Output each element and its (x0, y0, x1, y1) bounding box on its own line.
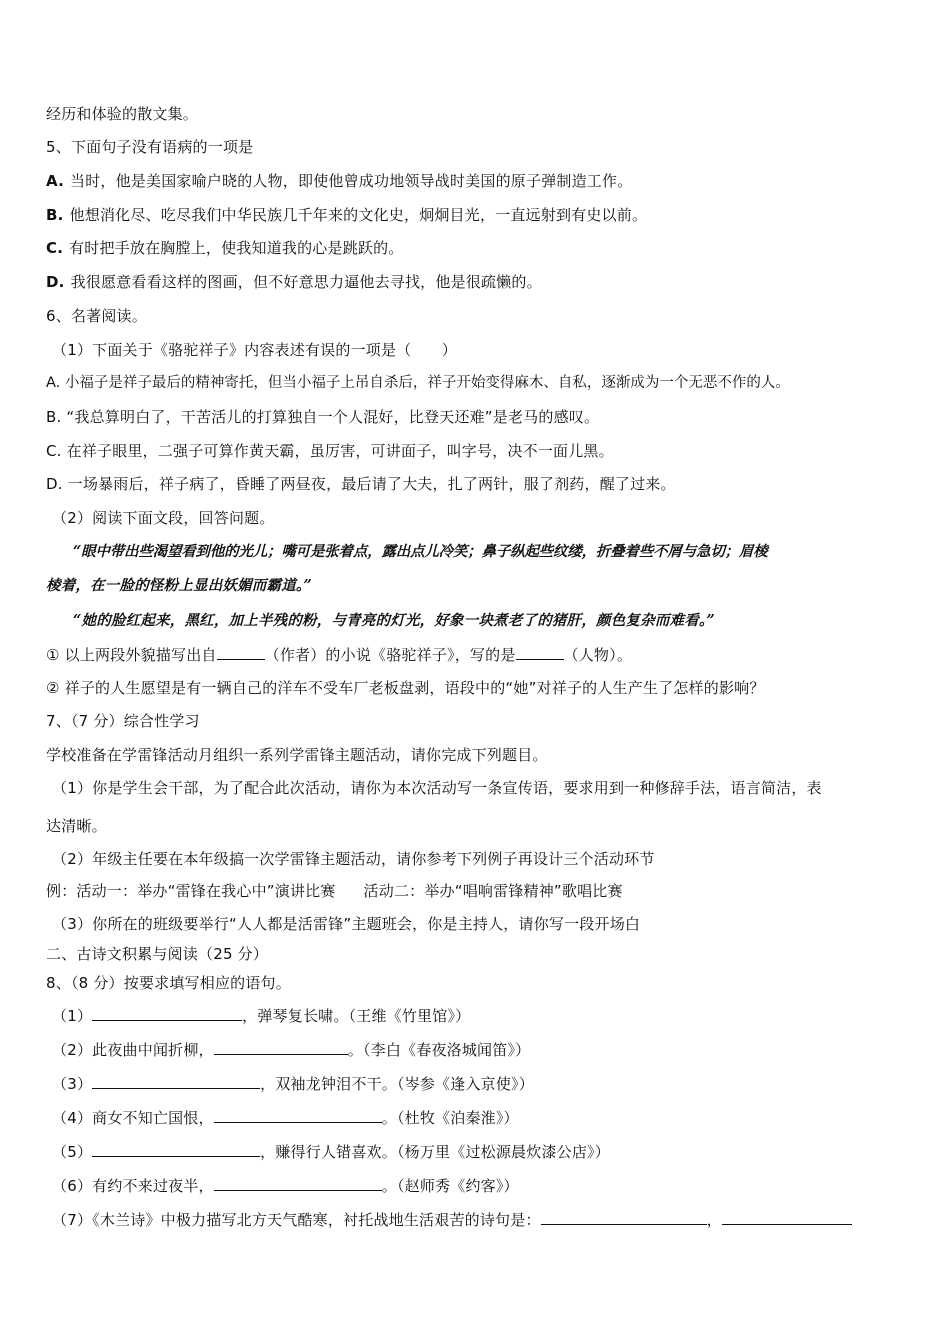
question-7-1-line-2: 达清晰。 (46, 817, 107, 835)
quote-2: “她的脸红起来，黑红，加上半残的粉，与青亮的灯光，好象一块煮老了的猪肝，颜色复杂而难看。” (73, 612, 715, 629)
option-letter: D. (46, 273, 65, 291)
option-text: 他想消化尽、吃尽我们中华民族几千年来的文化史，炯炯目光，一直远射到有史以前。 (69, 206, 648, 224)
answer-blank[interactable] (92, 1142, 260, 1157)
text-span: ， (706, 1211, 722, 1229)
question-6-2: （2）阅读下面文段，回答问题。 (52, 509, 275, 527)
option-text: 当时，他是美国家喻户晓的人物，即使他曾成功地领导战时美国的原子弹制造工作。 (70, 172, 633, 190)
question-7-1-line-1: （1）你是学生会干部，为了配合此次活动，请你为本次活动写一条宣传语，要求用到一种修辞手法，语言简洁，表 (52, 779, 822, 797)
text-span: 。（赵师秀《约客》） (381, 1177, 519, 1195)
question-8-5 (52, 1142, 920, 1162)
question-6-sub-1 (46, 645, 920, 665)
question-6-1: （1）下面关于《骆驼祥子》内容表述有误的一项是（ ） (52, 341, 457, 359)
text-span: ，弹琴复长啸。（王维《竹里馆》） (242, 1007, 471, 1025)
answer-blank[interactable] (541, 1210, 707, 1225)
text-line: 经历和体验的散文集。 (46, 105, 199, 123)
text-span: （2）此夜曲中闻折柳， (52, 1041, 214, 1059)
question-6-sub-2: ② 祥子的人生愿望是有一辆自己的洋车不受车厂老板盘剥，语段中的“她”对祥子的人生产生了怎样的影响？ (46, 679, 765, 697)
example-activity-1: 例：活动一：举办“雷锋在我心中”演讲比赛 (46, 882, 336, 900)
text-span: （6）有约不来过夜半， (52, 1177, 214, 1195)
option-5b (46, 205, 920, 225)
option-6b: B. “我总算明白了，干苦活儿的打算独自一个人混好，比登天还难”是老马的感叹。 (46, 408, 600, 426)
answer-blank-author[interactable] (217, 645, 265, 660)
option-text: 有时把手放在胸膛上，使我知道我的心是跳跃的。 (69, 239, 404, 257)
option-letter: B. (46, 206, 64, 224)
question-7-example (46, 881, 920, 901)
text-span: ，双袖龙钟泪不干。（岑参《逢入京使》） (260, 1075, 534, 1093)
question-8-1 (52, 1006, 920, 1026)
quote-1-line-1: “眼中带出些渴望看到他的光儿；嘴可是张着点，露出点儿冷笑；鼻子纵起些纹缕，折叠着些不屑与急切；眉棱 (73, 543, 768, 560)
question-8-4 (52, 1108, 920, 1128)
text-span: （3） (52, 1075, 93, 1093)
question-8-7 (52, 1210, 950, 1230)
option-5a (46, 171, 920, 191)
option-6c: C. 在祥子眼里，二强子可算作黄天霸，虽厉害，可讲面子，叫字号，决不一面儿黑。 (46, 442, 614, 460)
question-7-2: （2）年级主任要在本年级搞一次学雷锋主题活动，请你参考下列例子再设计三个活动环节 (52, 850, 655, 868)
option-letter: C. (46, 239, 64, 257)
answer-blank-character[interactable] (516, 645, 564, 660)
text-span: （7）《木兰诗》中极力描写北方天气酷寒，衬托战地生活艰苦的诗句是： (52, 1211, 541, 1229)
section-2-heading: 二、古诗文积累与阅读（25 分） (46, 945, 269, 963)
question-8-title: 8、（8 分）按要求填写相应的语句。 (46, 974, 291, 992)
answer-blank[interactable] (92, 1006, 242, 1021)
text-span: （作者）的小说《骆驼祥子》，写的是 (264, 646, 516, 664)
answer-blank[interactable] (722, 1210, 852, 1225)
text-span: ，赚得行人错喜欢。（杨万里《过松源晨炊漆公店》） (260, 1143, 610, 1161)
question-8-6 (52, 1176, 920, 1196)
question-8-2 (52, 1040, 920, 1060)
answer-blank[interactable] (214, 1040, 348, 1055)
text-span: 。（李白《春夜洛城闻笛》） (347, 1041, 531, 1059)
option-letter: A. (46, 172, 64, 190)
text-span: （人物）。 (563, 646, 633, 664)
answer-blank[interactable] (214, 1108, 382, 1123)
option-6a: A. 小福子是祥子最后的精神寄托，但当小福子上吊自杀后，祥子开始变得麻木、自私，逐渐成为一个无恶不作的人。 (46, 375, 790, 391)
text-span: 。（杜牧《泊秦淮》） (381, 1109, 519, 1127)
question-8-3 (52, 1074, 920, 1094)
question-7-3: （3）你所在的班级要举行“人人都是活雷锋”主题班会，你是主持人，请你写一段开场白 (52, 915, 641, 933)
example-activity-2: 活动二：举办“唱响雷锋精神”歌唱比赛 (363, 882, 623, 900)
answer-blank[interactable] (214, 1176, 382, 1191)
option-5c (46, 238, 920, 258)
text-span: ① 以上两段外貌描写出自 (46, 646, 217, 664)
option-6d: D. 一场暴雨后，祥子病了，昏睡了两昼夜，最后请了大夫，扎了两针，服了剂药，醒了过来。 (46, 475, 676, 493)
quote-1-line-2: 棱着，在一脸的怪粉上显出妖媚而霸道。” (46, 577, 312, 594)
question-5-title: 5、下面句子没有语病的一项是 (46, 138, 254, 156)
option-text: 我很愿意看看这样的图画，但不好意思力逼他去寻找，他是很疏懒的。 (70, 273, 542, 291)
question-7-intro: 学校准备在学雷锋活动月组织一系列学雷锋主题活动，请你完成下列题目。 (46, 746, 548, 764)
text-span: （4）商女不知亡国恨， (52, 1109, 214, 1127)
question-7-title: 7、（7 分）综合性学习 (46, 712, 200, 730)
question-6-title: 6、名著阅读。 (46, 307, 147, 325)
option-5d (46, 272, 920, 292)
answer-blank[interactable] (92, 1074, 260, 1089)
text-span: （1） (52, 1007, 93, 1025)
text-span: （5） (52, 1143, 93, 1161)
